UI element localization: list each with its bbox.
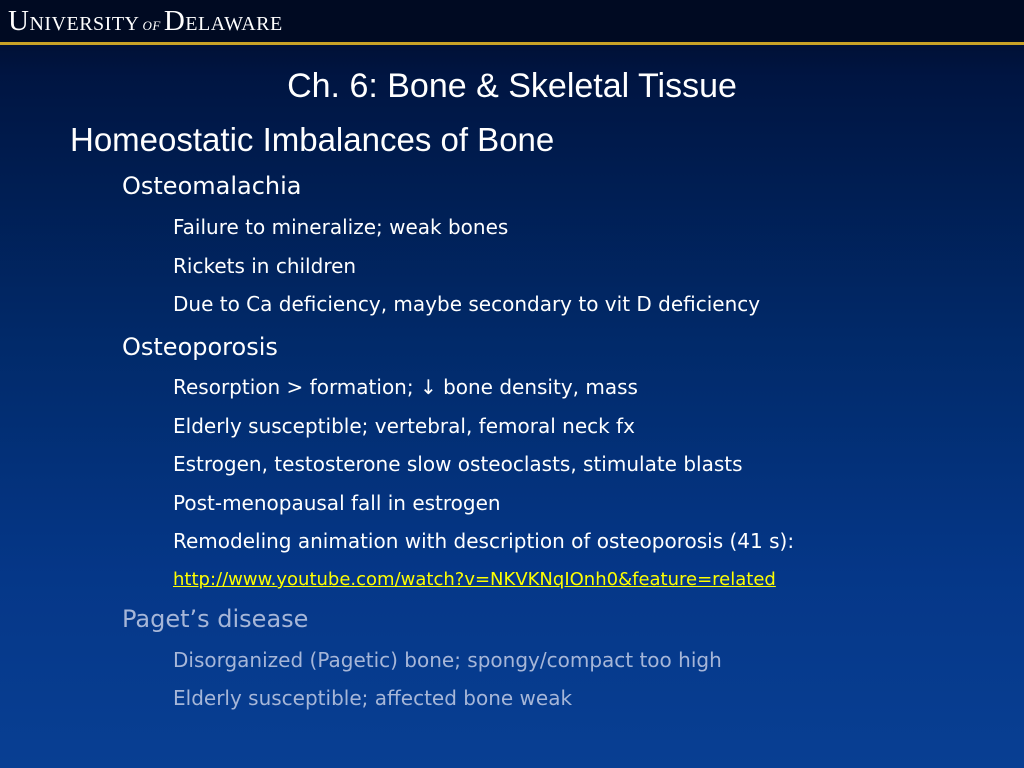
osteoporosis-point-1: Resorption > formation; ↓ bone density, mass [173,375,638,399]
osteomalachia-point-1: Failure to mineralize; weak bones [173,215,509,239]
osteomalachia-point-2: Rickets in children [173,254,357,278]
paget-point-2: Elderly susceptible; affected bone weak [173,686,573,710]
youtube-link[interactable]: http://www.youtube.com/watch?v=NKVKNqIOnh0&feature=related [173,569,776,590]
osteoporosis-point-4: Post-menopausal fall in estrogen [173,491,501,515]
slide-title-text: Ch. 6: Bone & Skeletal Tissue [287,67,737,105]
osteomalachia-label: Osteomalachia [122,172,302,200]
osteoporosis-video-link [173,564,776,594]
paget-point-1: Disorganized (Pagetic) bone; spongy/compact too high [173,648,722,672]
slide-heading: Homeostatic Imbalances of Bone [70,121,555,158]
osteoporosis-point-3: Estrogen, testosterone slow osteoclasts, stimulate blasts [173,452,743,476]
header-bar [0,0,1024,42]
gold-divider [0,42,1024,45]
logo-d: D [163,5,186,37]
slide-title [0,64,1024,108]
osteomalachia-point-3: Due to Ca deficiency, maybe secondary to vit D deficiency [173,292,761,316]
osteoporosis-point-5: Remodeling animation with description of osteoporosis (41 s): [173,529,795,553]
osteoporosis-point-2: Elderly susceptible; vertebral, femoral neck fx [173,414,635,438]
logo-niversity: NIVERSITY [29,13,140,35]
university-logo [8,6,283,36]
logo-of: OF [142,18,161,33]
logo-u: U [8,5,30,37]
paget-label: Paget’s disease [122,605,309,633]
osteoporosis-label: Osteoporosis [122,333,278,361]
logo-elaware: ELAWARE [185,13,283,35]
